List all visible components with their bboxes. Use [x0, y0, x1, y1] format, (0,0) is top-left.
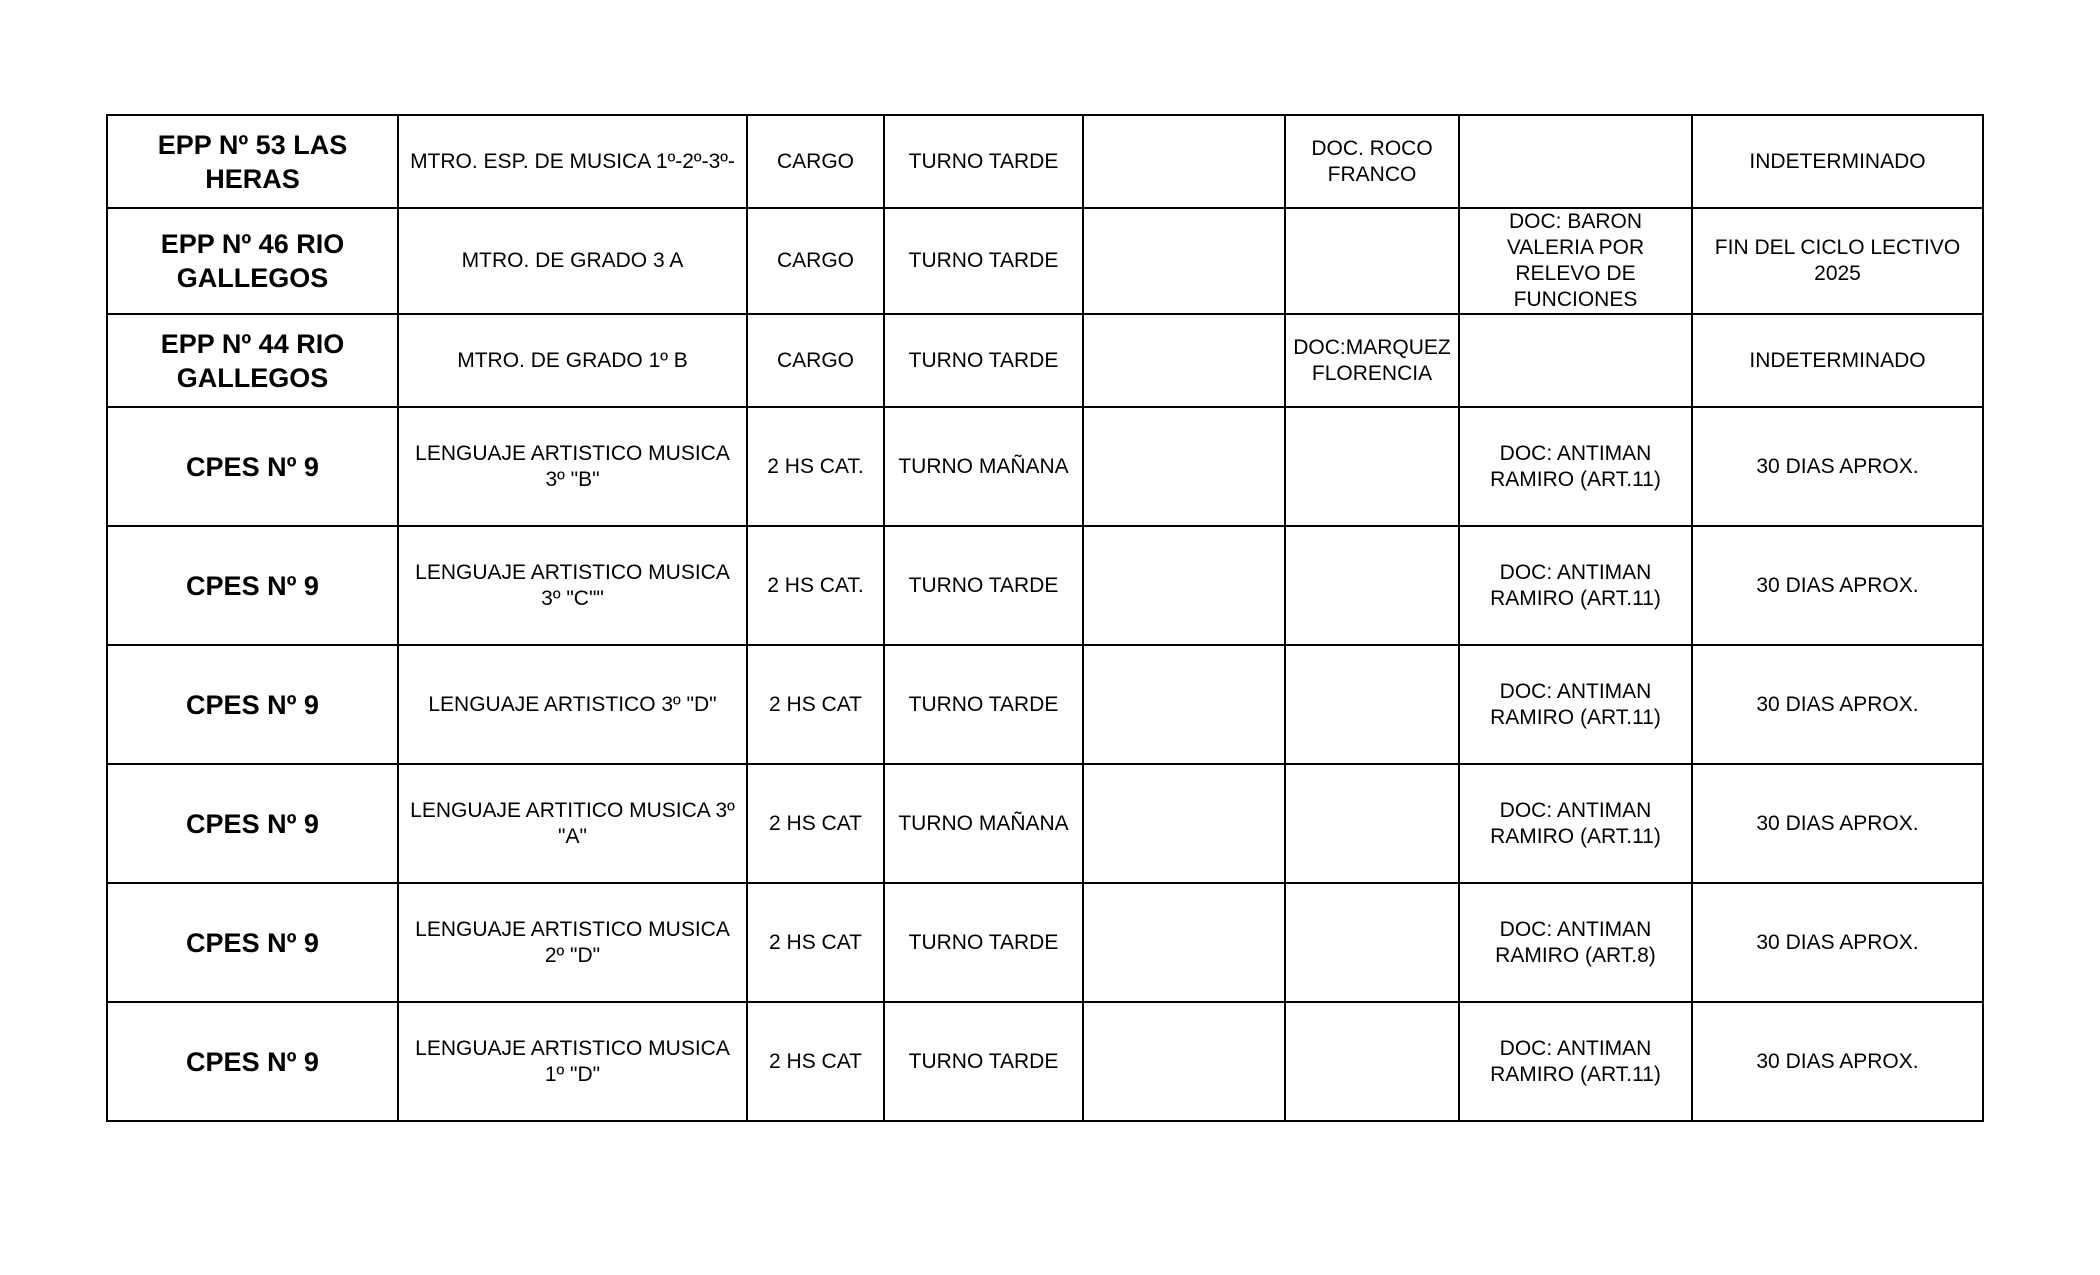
- substitute-cell: DOC: BARON VALERIA POR RELEVO DE FUNCIONES: [1459, 208, 1692, 314]
- position-cell: LENGUAJE ARTITICO MUSICA 3º "A": [398, 764, 747, 883]
- type-cell: 2 HS CAT.: [747, 526, 884, 645]
- table-row: [107, 526, 1983, 645]
- empty-cell: [1083, 645, 1285, 764]
- holder-cell: DOC:MARQUEZ FLORENCIA: [1285, 314, 1459, 407]
- duration-cell: FIN DEL CICLO LECTIVO 2025: [1692, 208, 1983, 314]
- empty-cell: [1083, 115, 1285, 208]
- type-cell: CARGO: [747, 314, 884, 407]
- empty-cell: [1083, 208, 1285, 314]
- position-cell: LENGUAJE ARTISTICO MUSICA 3º "C"": [398, 526, 747, 645]
- table-row: [107, 314, 1983, 407]
- shift-cell: TURNO TARDE: [884, 645, 1083, 764]
- table-row: [107, 208, 1983, 314]
- substitute-cell: DOC: ANTIMAN RAMIRO (ART.11): [1459, 645, 1692, 764]
- substitute-cell: DOC: ANTIMAN RAMIRO (ART.11): [1459, 407, 1692, 526]
- type-cell: 2 HS CAT: [747, 764, 884, 883]
- duration-cell: INDETERMINADO: [1692, 115, 1983, 208]
- table-row: [107, 407, 1983, 526]
- empty-cell: [1083, 526, 1285, 645]
- substitute-cell: [1459, 115, 1692, 208]
- shift-cell: TURNO TARDE: [884, 314, 1083, 407]
- table-row: [107, 883, 1983, 1002]
- substitute-cell: DOC: ANTIMAN RAMIRO (ART.8): [1459, 883, 1692, 1002]
- substitute-cell: DOC: ANTIMAN RAMIRO (ART.11): [1459, 764, 1692, 883]
- type-cell: 2 HS CAT: [747, 645, 884, 764]
- school-cell: CPES Nº 9: [107, 883, 398, 1002]
- table-row: [107, 764, 1983, 883]
- duration-cell: 30 DIAS APROX.: [1692, 645, 1983, 764]
- duration-cell: 30 DIAS APROX.: [1692, 407, 1983, 526]
- shift-cell: TURNO TARDE: [884, 883, 1083, 1002]
- type-cell: 2 HS CAT: [747, 883, 884, 1002]
- school-cell: CPES Nº 9: [107, 407, 398, 526]
- school-cell: EPP Nº 44 RIO GALLEGOS: [107, 314, 398, 407]
- shift-cell: TURNO TARDE: [884, 526, 1083, 645]
- position-cell: MTRO. DE GRADO 1º B: [398, 314, 747, 407]
- position-cell: LENGUAJE ARTISTICO MUSICA 2º "D": [398, 883, 747, 1002]
- empty-cell: [1083, 1002, 1285, 1121]
- holder-cell: [1285, 526, 1459, 645]
- school-cell: EPP Nº 53 LAS HERAS: [107, 115, 398, 208]
- table-row: [107, 1002, 1983, 1121]
- type-cell: 2 HS CAT.: [747, 407, 884, 526]
- position-cell: LENGUAJE ARTISTICO 3º "D": [398, 645, 747, 764]
- shift-cell: TURNO TARDE: [884, 115, 1083, 208]
- type-cell: CARGO: [747, 208, 884, 314]
- duration-cell: 30 DIAS APROX.: [1692, 1002, 1983, 1121]
- substitute-cell: DOC: ANTIMAN RAMIRO (ART.11): [1459, 526, 1692, 645]
- empty-cell: [1083, 883, 1285, 1002]
- duration-cell: 30 DIAS APROX.: [1692, 764, 1983, 883]
- table-row: [107, 115, 1983, 208]
- duration-cell: 30 DIAS APROX.: [1692, 526, 1983, 645]
- shift-cell: TURNO MAÑANA: [884, 407, 1083, 526]
- duration-cell: INDETERMINADO: [1692, 314, 1983, 407]
- position-cell: MTRO. ESP. DE MUSICA 1º-2º-3º-: [398, 115, 747, 208]
- holder-cell: [1285, 1002, 1459, 1121]
- shift-cell: TURNO TARDE: [884, 1002, 1083, 1121]
- duration-cell: 30 DIAS APROX.: [1692, 883, 1983, 1002]
- position-cell: LENGUAJE ARTISTICO MUSICA 1º "D": [398, 1002, 747, 1121]
- empty-cell: [1083, 764, 1285, 883]
- shift-cell: TURNO MAÑANA: [884, 764, 1083, 883]
- type-cell: 2 HS CAT: [747, 1002, 884, 1121]
- holder-cell: DOC. ROCO FRANCO: [1285, 115, 1459, 208]
- school-cell: CPES Nº 9: [107, 1002, 398, 1121]
- school-cell: EPP Nº 46 RIO GALLEGOS: [107, 208, 398, 314]
- empty-cell: [1083, 314, 1285, 407]
- holder-cell: [1285, 208, 1459, 314]
- school-cell: CPES Nº 9: [107, 645, 398, 764]
- substitute-cell: [1459, 314, 1692, 407]
- position-cell: MTRO. DE GRADO 3 A: [398, 208, 747, 314]
- school-cell: CPES Nº 9: [107, 764, 398, 883]
- holder-cell: [1285, 883, 1459, 1002]
- vacancies-table: [106, 114, 1984, 1122]
- empty-cell: [1083, 407, 1285, 526]
- table-row: [107, 645, 1983, 764]
- holder-cell: [1285, 407, 1459, 526]
- school-cell: CPES Nº 9: [107, 526, 398, 645]
- shift-cell: TURNO TARDE: [884, 208, 1083, 314]
- holder-cell: [1285, 645, 1459, 764]
- type-cell: CARGO: [747, 115, 884, 208]
- holder-cell: [1285, 764, 1459, 883]
- substitute-cell: DOC: ANTIMAN RAMIRO (ART.11): [1459, 1002, 1692, 1121]
- position-cell: LENGUAJE ARTISTICO MUSICA 3º "B": [398, 407, 747, 526]
